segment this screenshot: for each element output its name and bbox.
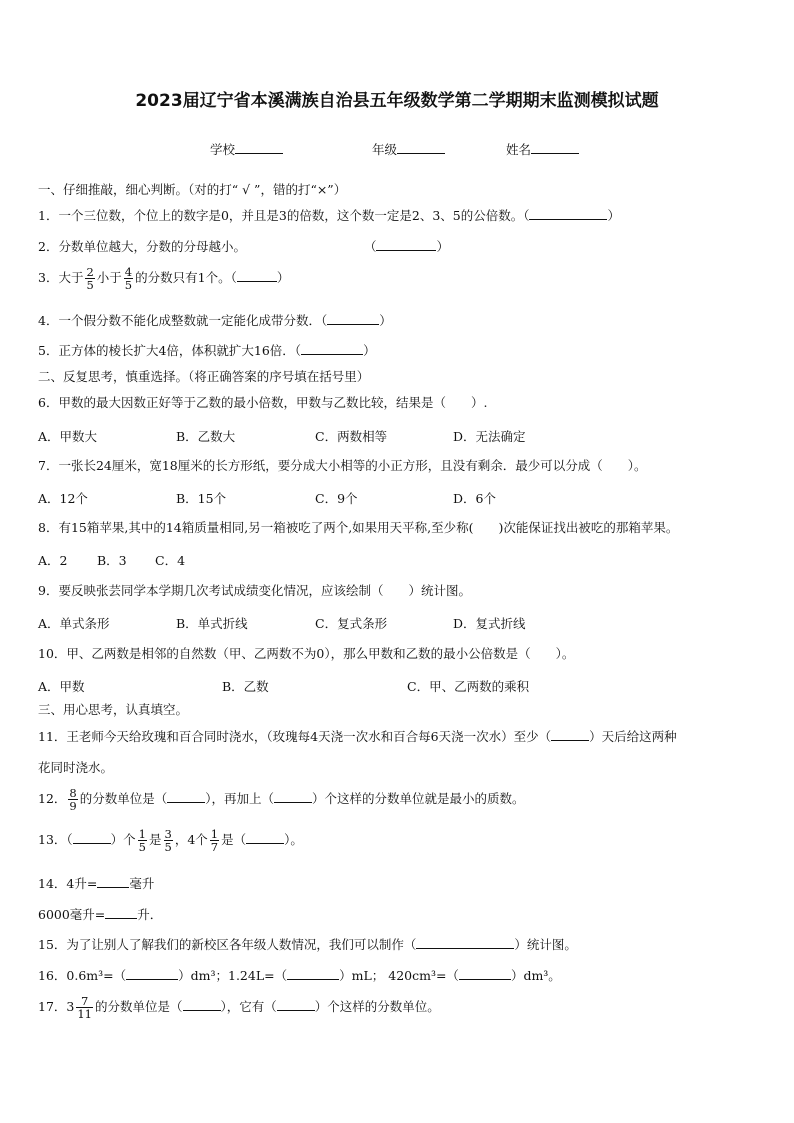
option-c[interactable]: C．复式条形 <box>315 616 388 631</box>
answer-blank[interactable] <box>105 905 137 919</box>
fraction: $\frac{3}{5}$ <box>164 827 172 854</box>
question-12: 12． $\frac{8}{9}$ 的分数单位是（ ），再加上（ ）个这样的分数单位就是最小的质数。 <box>38 786 525 813</box>
fraction: $\frac{4}{5}$ <box>124 265 133 292</box>
question-16: 16．0.6m³=（ ）dm³；1.24L=（ ）mL； 420cm³=（ ）dm³。 <box>38 968 561 983</box>
answer-blank[interactable] <box>459 966 511 980</box>
question-11: 11．王老师今天给玫瑰和百合同时浇水，（玫瑰每4天浇一次水和百合每6天浇一次水）至少（ ）天后给这两种 <box>38 729 677 744</box>
section-2-heading: 二、反复思考，慎重选择。（将正确答案的序号填在括号里） <box>38 369 370 384</box>
section-3-heading: 三、用心思考，认真填空。 <box>38 702 189 717</box>
grade-label: 年级 <box>372 142 398 157</box>
answer-blank[interactable] <box>167 789 205 803</box>
question-4: 4．一个假分数不能化成整数就一定能化成带分数．（ ） <box>38 313 392 328</box>
question-9: 9．要反映张芸同学本学期几次考试成绩变化情况，应该绘制（ ）统计图。 <box>38 583 471 598</box>
question-14-cont: 6000毫升= 升． <box>38 907 163 922</box>
answer-blank[interactable] <box>287 966 339 980</box>
school-label: 学校 <box>210 142 236 157</box>
answer-blank[interactable] <box>551 727 589 741</box>
answer-blank[interactable] <box>277 997 315 1011</box>
question-11-cont: 花同时浇水。 <box>38 760 114 775</box>
fraction: $\frac{8}{9}$ <box>69 786 77 813</box>
question-17: 17．3 $\frac{7}{11}$ 的分数单位是（ ），它有（ ）个这样的分数单位。 <box>38 994 440 1021</box>
fraction: $\frac{1}{5}$ <box>138 827 146 854</box>
answer-blank[interactable] <box>183 997 221 1011</box>
section-1-heading: 一、仔细推敲，细心判断。（对的打“ √ ”，错的打“×”） <box>38 182 347 197</box>
answer-blank[interactable] <box>376 237 436 251</box>
question-6: 6．甲数的最大因数正好等于乙数的最小倍数，甲数与乙数比较，结果是（ ）. <box>38 395 488 410</box>
option-b[interactable]: B．15个 <box>176 491 227 506</box>
option-d[interactable]: D．无法确定 <box>453 429 526 444</box>
school-field <box>210 140 283 158</box>
option-c[interactable]: C．4 <box>155 553 186 568</box>
answer-blank[interactable] <box>529 206 607 220</box>
name-field <box>506 140 579 158</box>
answer-blank[interactable] <box>416 935 514 949</box>
mixed-number: 3 $\frac{7}{11}$ <box>66 994 92 1021</box>
option-c[interactable]: C．甲、乙两数的乘积 <box>407 679 530 694</box>
answer-blank[interactable] <box>301 341 363 355</box>
option-c[interactable]: C．9个 <box>315 491 358 506</box>
option-b[interactable]: B．3 <box>97 553 127 568</box>
option-a[interactable]: A．12个 <box>38 491 88 506</box>
page-title: 2023届辽宁省本溪满族自治县五年级数学第二学期期末监测模拟试题 <box>135 91 659 111</box>
name-blank[interactable] <box>531 140 579 154</box>
option-a[interactable]: A．2 <box>38 553 68 568</box>
answer-blank[interactable] <box>274 789 312 803</box>
answer-blank[interactable] <box>97 874 129 888</box>
question-15: 15．为了让别人了解我们的新校区各年级人数情况，我们可以制作（ ）统计图。 <box>38 937 577 952</box>
fraction: $\frac{2}{5}$ <box>86 265 94 292</box>
option-b[interactable]: B．单式折线 <box>176 616 248 631</box>
option-a[interactable]: A．甲数大 <box>38 429 98 444</box>
name-label: 姓名 <box>506 142 532 157</box>
option-a[interactable]: A．单式条形 <box>38 616 110 631</box>
fraction: $\frac{1}{7}$ <box>210 827 219 854</box>
answer-blank[interactable] <box>246 830 284 844</box>
option-b[interactable]: B．乙数大 <box>176 429 236 444</box>
question-8: 8．有15箱苹果,其中的14箱质量相同,另一箱被吃了两个,如果用天平称,至少称( )次能保证找出被吃的那箱苹果。 <box>38 520 679 535</box>
answer-blank[interactable] <box>327 311 379 325</box>
option-c[interactable]: C．两数相等 <box>315 429 388 444</box>
question-3: 3．大于 $\frac{2}{5}$ 小于 $\frac{4}{5}$ 的分数只有1个。（ ） <box>38 265 290 292</box>
question-5: 5．正方体的棱长扩大4倍，体积就扩大16倍．（ ） <box>38 343 376 358</box>
question-13: 13．（ ）个 $\frac{1}{5}$ 是 $\frac{3}{5}$ ，4个 $\frac{1}{7}$ 是（ ）。 <box>38 827 303 854</box>
option-d[interactable]: D．6个 <box>453 491 496 506</box>
question-1: 1．一个三位数，个位上的数字是0，并且是3的倍数，这个数一定是2、3、5的公倍数。（ ） <box>38 208 620 223</box>
option-d[interactable]: D．复式折线 <box>453 616 526 631</box>
question-14: 14．4升= 毫升 <box>38 876 155 891</box>
question-2: 2．分数单位越大，分数的分母越小。 （ ） <box>38 239 449 254</box>
answer-blank[interactable] <box>126 966 178 980</box>
question-10: 10．甲、乙两数是相邻的自然数（甲、乙两数不为0），那么甲数和乙数的最小公倍数是（ ）。 <box>38 646 575 661</box>
option-a[interactable]: A．甲数 <box>38 679 85 694</box>
answer-blank[interactable] <box>237 268 277 282</box>
option-b[interactable]: B．乙数 <box>222 679 269 694</box>
question-7: 7．一张长24厘米，宽18厘米的长方形纸，要分成大小相等的小正方形，且没有剩余．最少可以分成（ ）。 <box>38 458 647 473</box>
school-blank[interactable] <box>235 140 283 154</box>
grade-blank[interactable] <box>397 140 445 154</box>
grade-field <box>372 140 445 158</box>
answer-blank[interactable] <box>73 830 111 844</box>
